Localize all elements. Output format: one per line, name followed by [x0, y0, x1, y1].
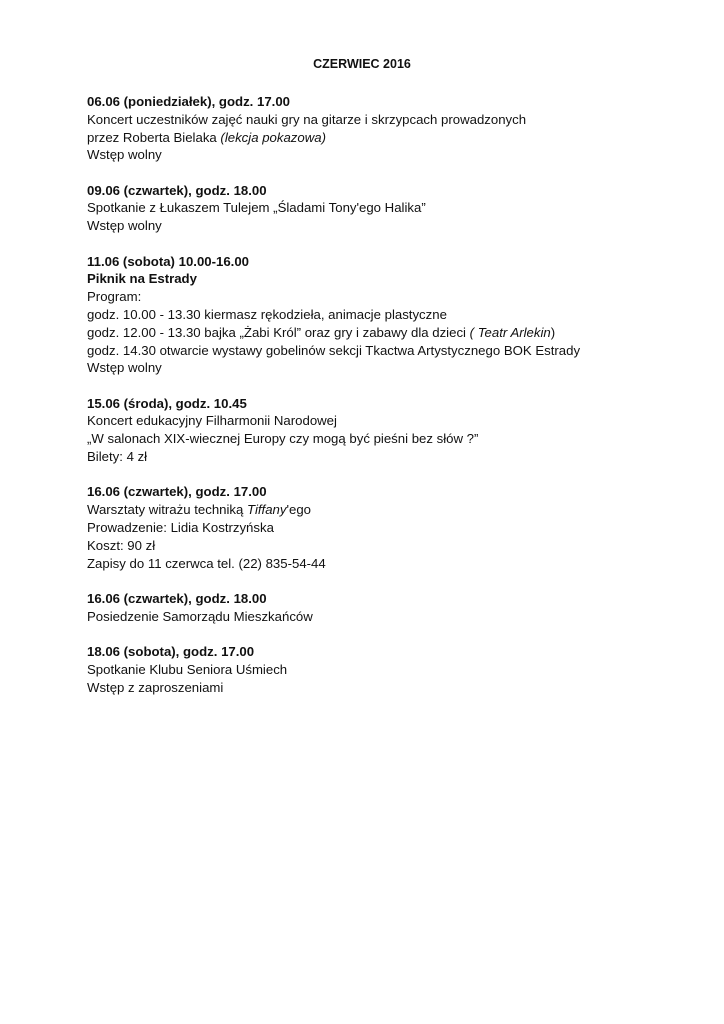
event-description: Koncert edukacyjny Filharmonii Narodowej — [87, 413, 337, 429]
event-text: 'ego — [286, 502, 312, 518]
event-item — [87, 182, 687, 235]
event-item — [87, 395, 687, 466]
event-admission: Wstęp wolny — [87, 218, 162, 234]
program-item — [87, 324, 687, 342]
event-date-heading: 06.06 (poniedziałek), godz. 17.00 — [87, 94, 291, 109]
event-name-heading: Piknik na Estrady — [87, 271, 197, 287]
event-text: Warsztaty witrażu techniką — [87, 502, 248, 518]
event-italic-note: Tiffany — [247, 502, 287, 518]
event-text: ) — [550, 324, 556, 340]
event-text: przez Roberta Bielaka — [87, 129, 221, 145]
event-description: Posiedzenie Samorządu Mieszkańców — [87, 608, 313, 624]
event-item — [87, 643, 687, 696]
event-italic-note: ( Teatr Arlekin — [469, 324, 551, 340]
program-label: Program: — [87, 289, 142, 305]
event-description: Spotkanie Klubu Seniora Uśmiech — [87, 661, 288, 677]
event-description: Spotkanie z Łukaszem Tulejem „Śladami Tony'ego Halika” — [87, 200, 426, 216]
event-item — [87, 253, 687, 378]
event-admission: Wstęp wolny — [87, 360, 162, 376]
event-host: Prowadzenie: Lidia Kostrzyńska — [87, 519, 274, 535]
event-date-heading: 16.06 (czwartek), godz. 18.00 — [87, 590, 267, 606]
event-italic-note: (lekcja pokazowa) — [220, 129, 326, 145]
event-description — [87, 501, 687, 519]
program-item: godz. 14.30 otwarcie wystawy gobelinów sekcji Tkactwa Artystycznego BOK Estrady — [87, 342, 581, 358]
event-description: „W salonach XIX-wiecznej Europy czy mogą być pieśni bez słów ?” — [87, 431, 479, 447]
event-date-heading: 09.06 (czwartek), godz. 18.00 — [87, 182, 267, 198]
page-title: CZERWIEC 2016 — [313, 57, 411, 71]
event-text: godz. 12.00 - 13.30 bajka „Żabi Król” oraz gry i zabawy dla dzieci — [87, 324, 470, 340]
event-item — [87, 483, 687, 572]
event-description — [87, 129, 687, 147]
event-registration: Zapisy do 11 czerwca tel. (22) 835-54-44 — [87, 555, 326, 571]
event-price: Bilety: 4 zł — [87, 449, 148, 465]
event-date-heading: 15.06 (środa), godz. 10.45 — [87, 395, 247, 411]
event-admission: Wstęp wolny — [87, 147, 162, 163]
event-list — [87, 93, 687, 714]
event-date-heading: 16.06 (czwartek), godz. 17.00 — [87, 484, 267, 500]
event-item — [87, 590, 687, 626]
event-description: Koncert uczestników zajęć nauki gry na gitarze i skrzypcach prowadzonych — [87, 111, 527, 127]
event-date-heading: 11.06 (sobota) 10.00-16.00 — [87, 253, 250, 269]
event-date-heading: 18.06 (sobota), godz. 17.00 — [87, 643, 255, 659]
event-admission: Wstęp z zaproszeniami — [87, 679, 224, 695]
event-item — [87, 93, 687, 164]
program-item: godz. 10.00 - 13.30 kiermasz rękodzieła, animacje plastyczne — [87, 306, 447, 322]
event-price: Koszt: 90 zł — [87, 537, 156, 553]
